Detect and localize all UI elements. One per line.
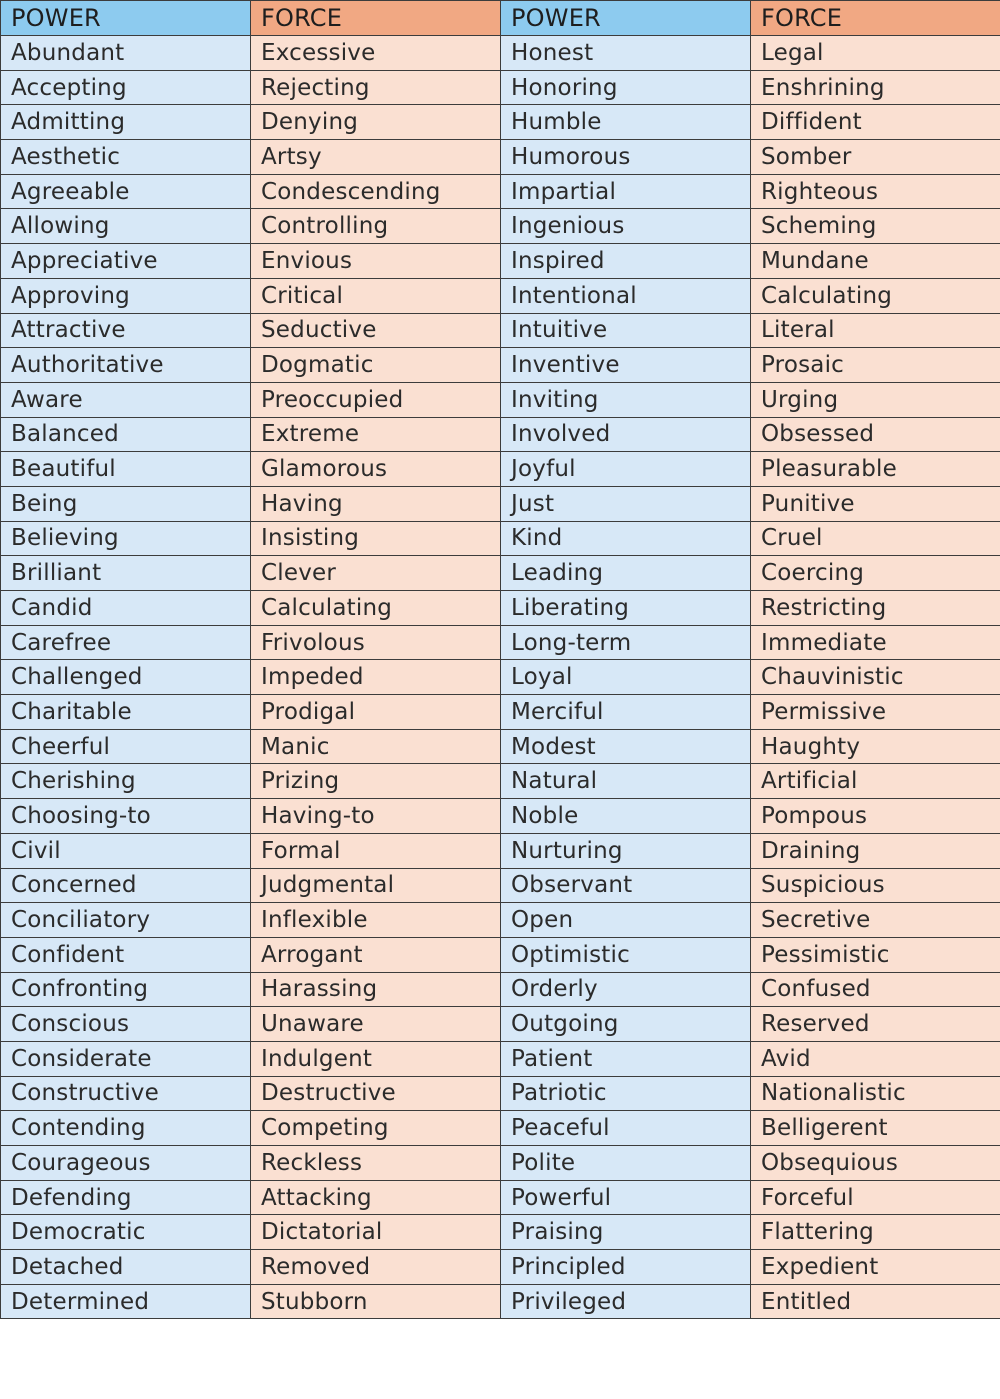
cell-power-1: Civil (1, 833, 251, 868)
cell-force-1: Harassing (251, 972, 501, 1007)
cell-power-2: Inspired (501, 244, 751, 279)
cell-force-2: Somber (751, 140, 1000, 175)
cell-force-1: Insisting (251, 521, 501, 556)
cell-power-2: Honoring (501, 70, 751, 105)
cell-power-2: Ingenious (501, 209, 751, 244)
table-row (1, 140, 1000, 175)
cell-force-2: Immediate (751, 625, 1000, 660)
cell-force-2: Obsequious (751, 1146, 1000, 1181)
cell-force-2: Legal (751, 36, 1000, 71)
table-row (1, 764, 1000, 799)
cell-force-2: Mundane (751, 244, 1000, 279)
cell-power-1: Determined (1, 1284, 251, 1319)
cell-force-1: Envious (251, 244, 501, 279)
table-row (1, 1250, 1000, 1285)
cell-force-2: Coercing (751, 556, 1000, 591)
cell-power-2: Liberating (501, 591, 751, 626)
table-row (1, 174, 1000, 209)
cell-power-2: Humble (501, 105, 751, 140)
cell-power-1: Admitting (1, 105, 251, 140)
cell-force-1: Extreme (251, 417, 501, 452)
cell-power-2: Long-term (501, 625, 751, 660)
cell-force-1: Preoccupied (251, 382, 501, 417)
cell-power-1: Abundant (1, 36, 251, 71)
table-row (1, 1007, 1000, 1042)
cell-force-1: Stubborn (251, 1284, 501, 1319)
cell-force-2: Reserved (751, 1007, 1000, 1042)
cell-power-2: Impartial (501, 174, 751, 209)
cell-power-1: Believing (1, 521, 251, 556)
cell-force-2: Belligerent (751, 1111, 1000, 1146)
cell-power-1: Allowing (1, 209, 251, 244)
cell-power-1: Cheerful (1, 729, 251, 764)
cell-force-2: Pleasurable (751, 452, 1000, 487)
header-power-2: POWER (501, 1, 751, 36)
table-row (1, 937, 1000, 972)
table-row (1, 313, 1000, 348)
cell-power-1: Challenged (1, 660, 251, 695)
cell-power-2: Intuitive (501, 313, 751, 348)
cell-force-1: Indulgent (251, 1041, 501, 1076)
cell-force-1: Arrogant (251, 937, 501, 972)
table-row (1, 625, 1000, 660)
cell-power-2: Natural (501, 764, 751, 799)
cell-power-2: Outgoing (501, 1007, 751, 1042)
table-row (1, 695, 1000, 730)
cell-force-1: Critical (251, 278, 501, 313)
cell-power-2: Patriotic (501, 1076, 751, 1111)
table-row (1, 1284, 1000, 1319)
cell-force-2: Scheming (751, 209, 1000, 244)
header-force-2: FORCE (751, 1, 1000, 36)
cell-force-2: Secretive (751, 903, 1000, 938)
cell-power-1: Attractive (1, 313, 251, 348)
table-row (1, 799, 1000, 834)
cell-force-2: Prosaic (751, 348, 1000, 383)
cell-force-2: Restricting (751, 591, 1000, 626)
cell-force-2: Entitled (751, 1284, 1000, 1319)
cell-force-1: Condescending (251, 174, 501, 209)
cell-power-2: Privileged (501, 1284, 751, 1319)
cell-force-2: Forceful (751, 1180, 1000, 1215)
cell-power-1: Contending (1, 1111, 251, 1146)
table-row (1, 1180, 1000, 1215)
cell-force-1: Unaware (251, 1007, 501, 1042)
table-row (1, 105, 1000, 140)
cell-power-1: Balanced (1, 417, 251, 452)
cell-force-1: Reckless (251, 1146, 501, 1181)
cell-force-1: Competing (251, 1111, 501, 1146)
cell-power-2: Peaceful (501, 1111, 751, 1146)
cell-force-2: Permissive (751, 695, 1000, 730)
table-body (1, 36, 1000, 1319)
cell-power-2: Polite (501, 1146, 751, 1181)
cell-force-2: Enshrining (751, 70, 1000, 105)
cell-power-2: Inventive (501, 348, 751, 383)
cell-force-2: Nationalistic (751, 1076, 1000, 1111)
cell-power-1: Defending (1, 1180, 251, 1215)
cell-force-1: Calculating (251, 591, 501, 626)
cell-power-2: Leading (501, 556, 751, 591)
cell-power-1: Carefree (1, 625, 251, 660)
table-row (1, 1041, 1000, 1076)
table-row (1, 1076, 1000, 1111)
cell-power-1: Brilliant (1, 556, 251, 591)
table-row (1, 209, 1000, 244)
cell-force-2: Obsessed (751, 417, 1000, 452)
cell-force-1: Glamorous (251, 452, 501, 487)
table-row (1, 729, 1000, 764)
table-row (1, 1215, 1000, 1250)
table-row (1, 348, 1000, 383)
cell-power-2: Inviting (501, 382, 751, 417)
cell-force-2: Chauvinistic (751, 660, 1000, 695)
table-row (1, 868, 1000, 903)
table-row (1, 556, 1000, 591)
cell-power-1: Detached (1, 1250, 251, 1285)
cell-force-1: Manic (251, 729, 501, 764)
cell-power-2: Involved (501, 417, 751, 452)
cell-force-1: Judgmental (251, 868, 501, 903)
cell-force-1: Denying (251, 105, 501, 140)
table-row (1, 382, 1000, 417)
table-row (1, 660, 1000, 695)
table-row (1, 244, 1000, 279)
cell-power-1: Appreciative (1, 244, 251, 279)
cell-force-2: Avid (751, 1041, 1000, 1076)
header-force-1: FORCE (251, 1, 501, 36)
table-row (1, 833, 1000, 868)
cell-power-2: Nurturing (501, 833, 751, 868)
cell-power-2: Humorous (501, 140, 751, 175)
cell-force-1: Formal (251, 833, 501, 868)
cell-power-1: Accepting (1, 70, 251, 105)
cell-force-2: Calculating (751, 278, 1000, 313)
cell-power-2: Patient (501, 1041, 751, 1076)
table-row (1, 486, 1000, 521)
cell-power-2: Observant (501, 868, 751, 903)
cell-power-2: Just (501, 486, 751, 521)
cell-power-1: Courageous (1, 1146, 251, 1181)
cell-force-2: Expedient (751, 1250, 1000, 1285)
cell-power-1: Democratic (1, 1215, 251, 1250)
table-row (1, 1111, 1000, 1146)
table-row (1, 1146, 1000, 1181)
cell-force-2: Pessimistic (751, 937, 1000, 972)
cell-force-1: Having-to (251, 799, 501, 834)
cell-force-1: Destructive (251, 1076, 501, 1111)
cell-power-1: Constructive (1, 1076, 251, 1111)
cell-power-1: Concerned (1, 868, 251, 903)
cell-force-1: Artsy (251, 140, 501, 175)
cell-power-2: Praising (501, 1215, 751, 1250)
cell-power-2: Kind (501, 521, 751, 556)
cell-power-2: Noble (501, 799, 751, 834)
cell-force-1: Prodigal (251, 695, 501, 730)
cell-power-1: Candid (1, 591, 251, 626)
cell-power-2: Principled (501, 1250, 751, 1285)
table-row (1, 36, 1000, 71)
cell-force-2: Flattering (751, 1215, 1000, 1250)
cell-power-1: Confronting (1, 972, 251, 1007)
table-row (1, 591, 1000, 626)
cell-power-1: Agreeable (1, 174, 251, 209)
cell-force-1: Clever (251, 556, 501, 591)
table-row (1, 972, 1000, 1007)
cell-force-2: Suspicious (751, 868, 1000, 903)
cell-force-2: Artificial (751, 764, 1000, 799)
cell-power-1: Being (1, 486, 251, 521)
cell-power-1: Charitable (1, 695, 251, 730)
table-row (1, 278, 1000, 313)
cell-power-1: Considerate (1, 1041, 251, 1076)
cell-power-2: Open (501, 903, 751, 938)
cell-power-2: Optimistic (501, 937, 751, 972)
table-row (1, 903, 1000, 938)
cell-force-2: Punitive (751, 486, 1000, 521)
cell-power-2: Loyal (501, 660, 751, 695)
cell-force-1: Controlling (251, 209, 501, 244)
cell-force-2: Literal (751, 313, 1000, 348)
cell-force-1: Frivolous (251, 625, 501, 660)
cell-power-1: Conscious (1, 1007, 251, 1042)
table-row (1, 70, 1000, 105)
cell-power-1: Aesthetic (1, 140, 251, 175)
cell-force-1: Removed (251, 1250, 501, 1285)
cell-power-2: Orderly (501, 972, 751, 1007)
cell-power-1: Confident (1, 937, 251, 972)
table-row (1, 417, 1000, 452)
cell-power-1: Beautiful (1, 452, 251, 487)
cell-force-1: Dictatorial (251, 1215, 501, 1250)
cell-force-1: Excessive (251, 36, 501, 71)
cell-force-2: Urging (751, 382, 1000, 417)
cell-force-2: Diffident (751, 105, 1000, 140)
cell-force-1: Rejecting (251, 70, 501, 105)
cell-force-1: Inflexible (251, 903, 501, 938)
cell-force-1: Dogmatic (251, 348, 501, 383)
cell-power-2: Intentional (501, 278, 751, 313)
cell-force-1: Attacking (251, 1180, 501, 1215)
cell-force-2: Confused (751, 972, 1000, 1007)
cell-power-1: Approving (1, 278, 251, 313)
cell-force-2: Pompous (751, 799, 1000, 834)
cell-power-1: Aware (1, 382, 251, 417)
cell-force-2: Draining (751, 833, 1000, 868)
cell-power-1: Choosing-to (1, 799, 251, 834)
cell-force-2: Cruel (751, 521, 1000, 556)
cell-power-2: Powerful (501, 1180, 751, 1215)
cell-force-2: Haughty (751, 729, 1000, 764)
cell-force-2: Righteous (751, 174, 1000, 209)
cell-force-1: Seductive (251, 313, 501, 348)
cell-force-1: Having (251, 486, 501, 521)
cell-power-1: Authoritative (1, 348, 251, 383)
header-power-1: POWER (1, 1, 251, 36)
cell-power-2: Merciful (501, 695, 751, 730)
cell-power-2: Modest (501, 729, 751, 764)
table-row (1, 452, 1000, 487)
cell-power-1: Cherishing (1, 764, 251, 799)
cell-power-2: Joyful (501, 452, 751, 487)
table-row (1, 521, 1000, 556)
cell-force-1: Prizing (251, 764, 501, 799)
header-row (1, 1, 1000, 36)
cell-power-2: Honest (501, 36, 751, 71)
cell-power-1: Conciliatory (1, 903, 251, 938)
cell-force-1: Impeded (251, 660, 501, 695)
